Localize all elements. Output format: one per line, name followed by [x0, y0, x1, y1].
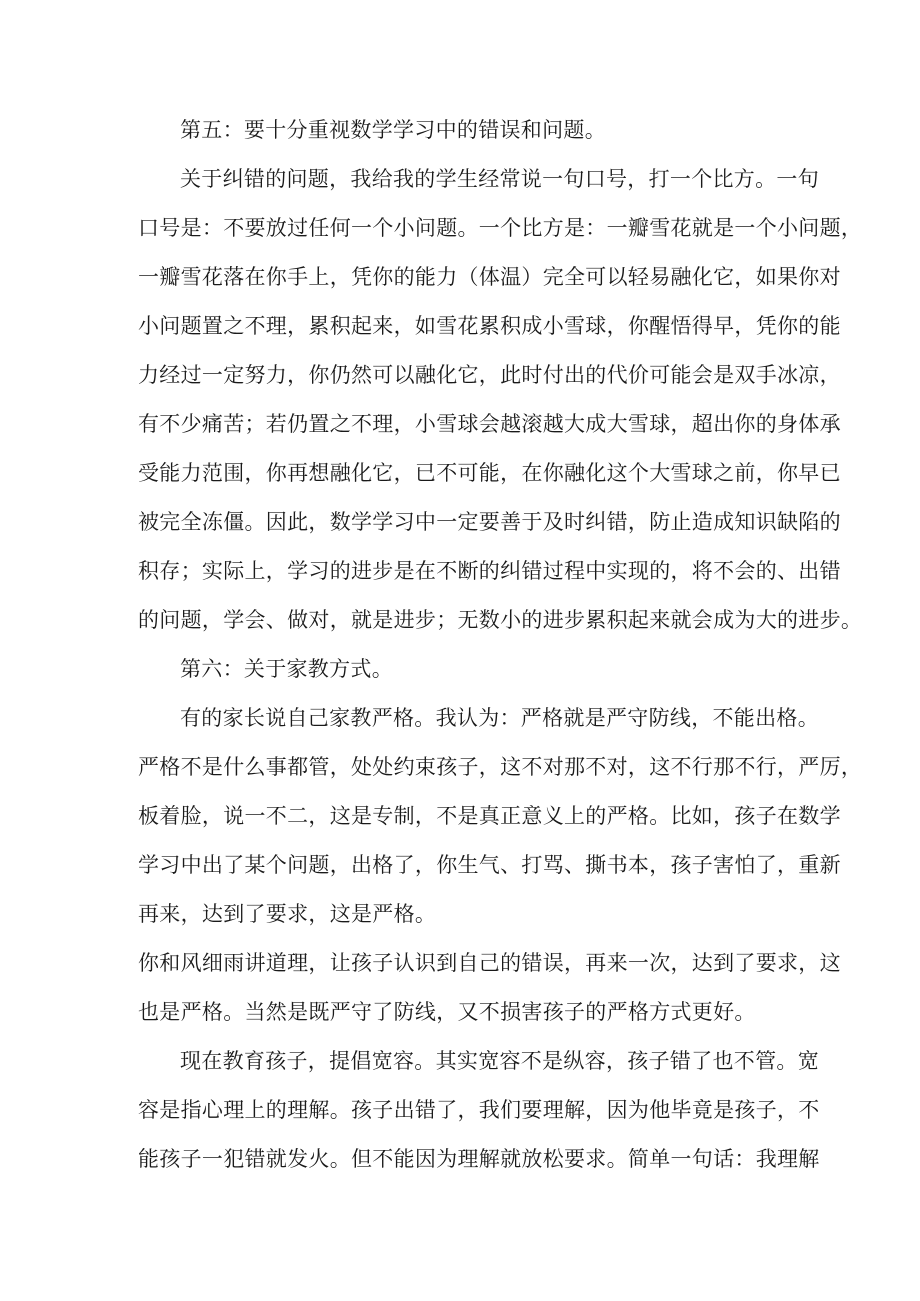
paragraph-line: 容是指心理上的理解。孩子出错了，我们要理解，因为他毕竟是孩子，不 — [138, 1098, 820, 1122]
paragraph-line: 口号是：不要放过任何一个小问题。一个比方是：一瓣雪花就是一个小问题， — [138, 216, 863, 240]
paragraph-line: 现在教育孩子，提倡宽容。其实宽容不是纵容，孩子错了也不管。宽 — [180, 1049, 819, 1073]
paragraph-line: 能孩子一犯错就发火。但不能因为理解就放松要求。简单一句话：我理解 — [138, 1147, 820, 1171]
paragraph-line: 有不少痛苦；若仍置之不理，小雪球会越滚越大成大雪球，超出你的身体承 — [138, 412, 841, 436]
paragraph-line: 小问题置之不理，累积起来，如雪花累积成小雪球，你醒悟得早，凭你的能 — [138, 314, 841, 338]
paragraph-line: 一瓣雪花落在你手上，凭你的能力（体温）完全可以轻易融化它，如果你对 — [138, 265, 841, 289]
paragraph-line: 关于纠错的问题，我给我的学生经常说一句口号，打一个比方。一句 — [180, 167, 819, 191]
paragraph-line: 受能力范围，你再想融化它，已不可能，在你融化这个大雪球之前，你早已 — [138, 461, 841, 485]
paragraph-line: 严格不是什么事都管，处处约束孩子，这不对那不对，这不行那不行，严厉， — [138, 755, 863, 779]
paragraph-line: 再来，达到了要求，这是严格。 — [138, 902, 437, 926]
paragraph-line: 学习中出了某个问题，出格了，你生气、打骂、撕书本，孩子害怕了，重新 — [138, 853, 841, 877]
section-heading-six: 第六：关于家教方式。 — [180, 657, 393, 681]
paragraph-line: 的问题，学会、做对，就是进步；无数小的进步累积起来就会成为大的进步。 — [138, 608, 863, 632]
paragraph-line: 板着脸，说一不二，这是专制，不是真正意义上的严格。比如，孩子在数学 — [138, 804, 841, 828]
paragraph-line: 力经过一定努力，你仍然可以融化它，此时付出的代价可能会是双手冰凉， — [138, 363, 841, 387]
paragraph-line: 被完全冻僵。因此，数学学习中一定要善于及时纠错，防止造成知识缺陷的 — [138, 510, 841, 534]
section-heading-five: 第五：要十分重视数学学习中的错误和问题。 — [180, 118, 606, 142]
paragraph-line: 积存；实际上，学习的进步是在不断的纠错过程中实现的，将不会的、出错 — [138, 559, 841, 583]
paragraph-line: 你和风细雨讲道理，让孩子认识到自己的错误，再来一次，达到了要求，这 — [138, 951, 841, 975]
paragraph-line: 有的家长说自己家教严格。我认为：严格就是严守防线，不能出格。 — [180, 706, 819, 730]
paragraph-line: 也是严格。当然是既严守了防线，又不损害孩子的严格方式更好。 — [138, 1000, 756, 1024]
